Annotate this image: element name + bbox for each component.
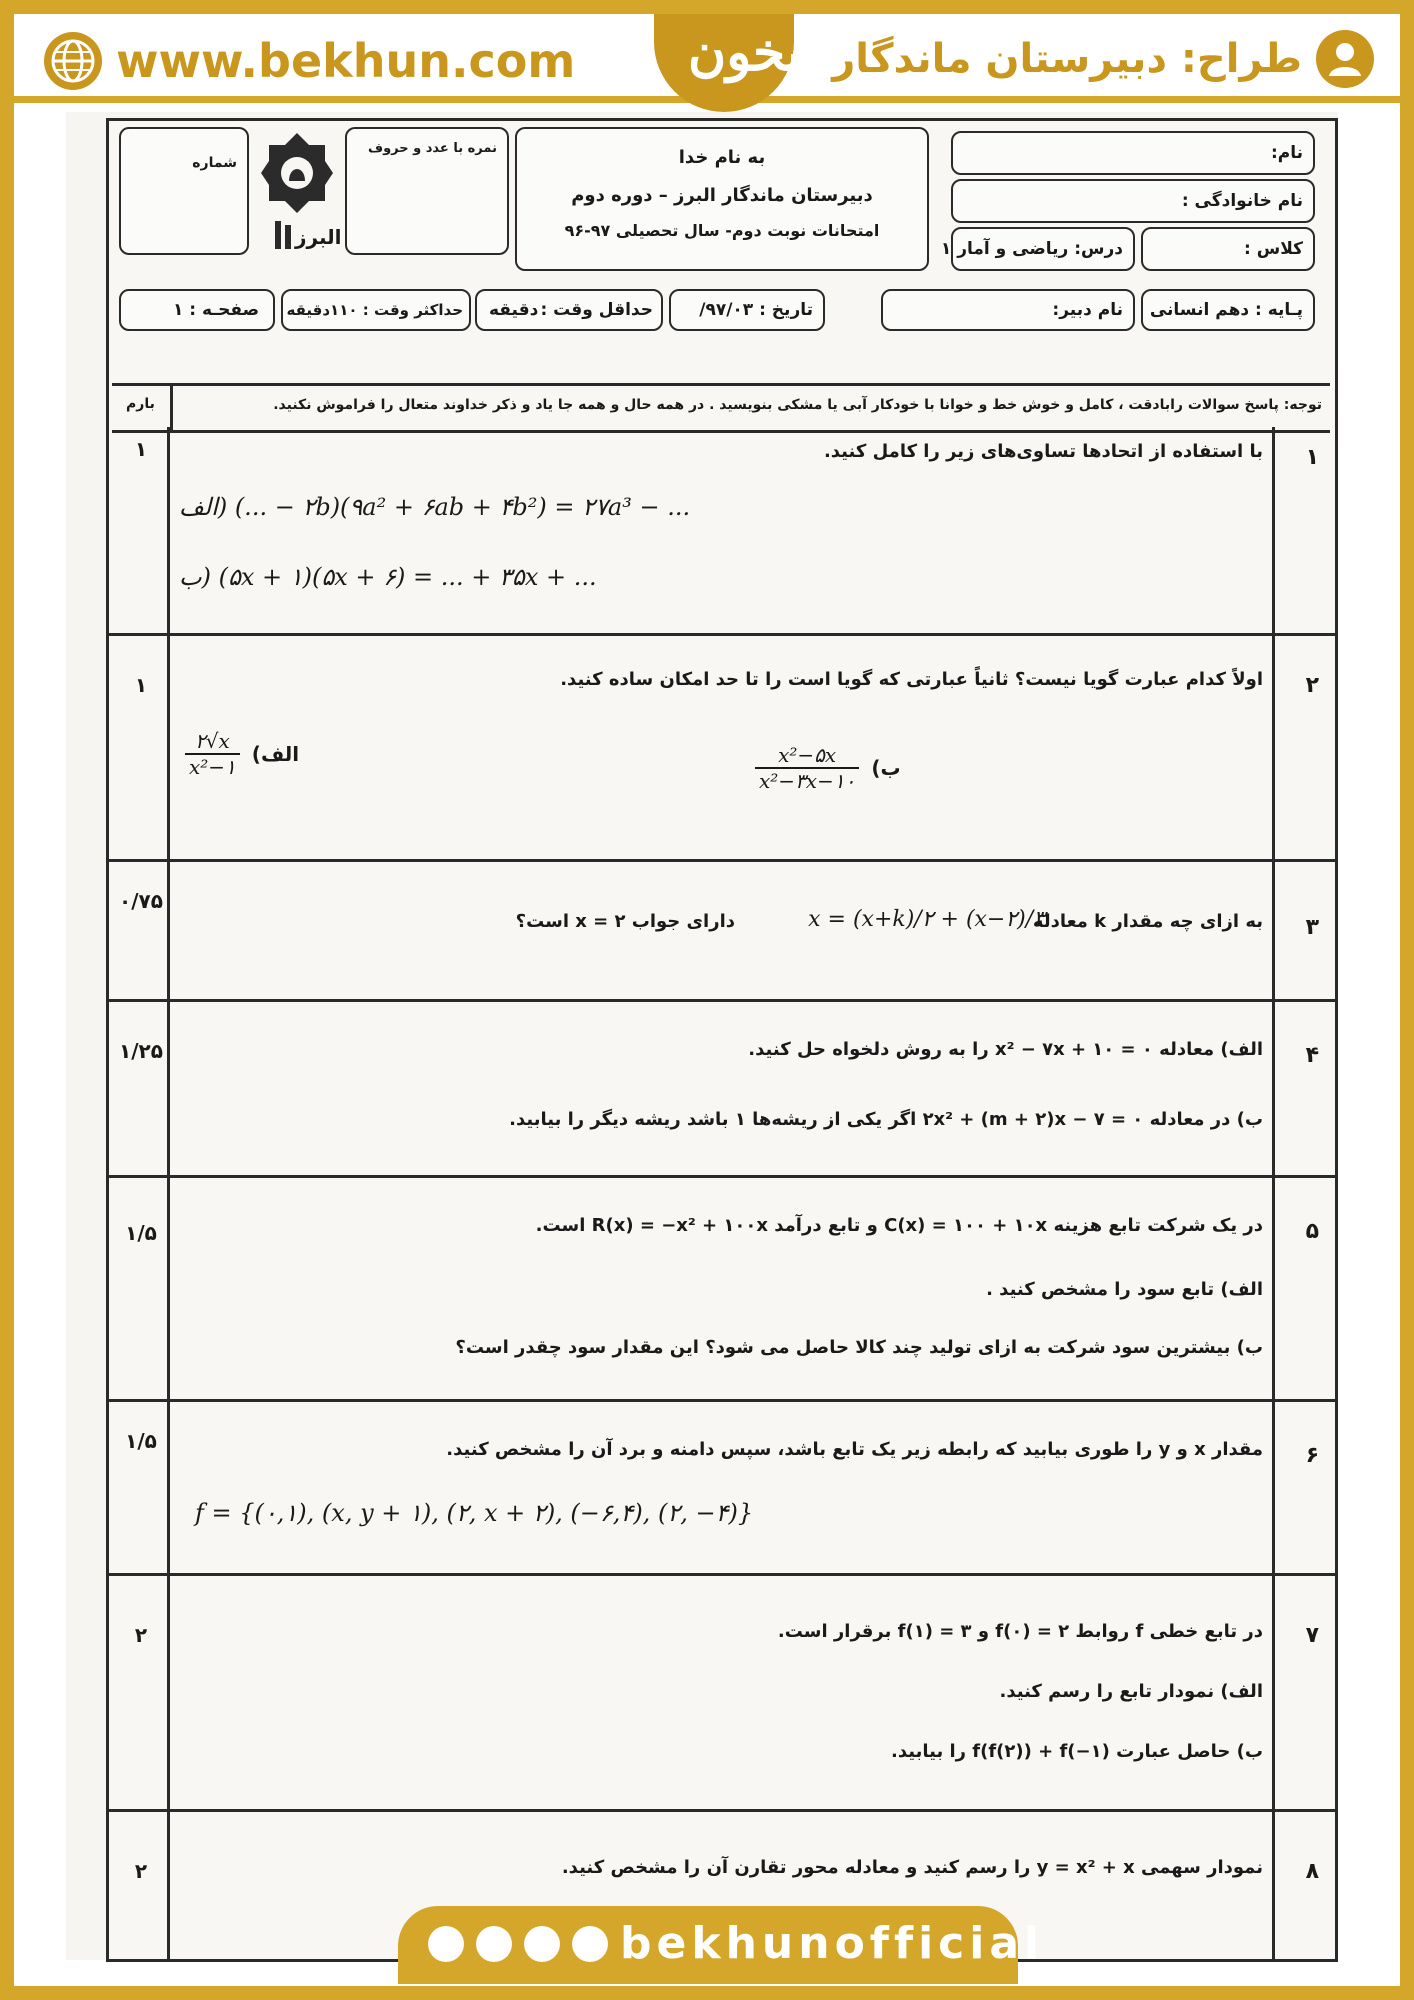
grade-level-box	[1141, 289, 1315, 331]
page-box	[119, 289, 275, 331]
function-set: f = {(۰,۱), (x, y + ۱), (۲, x + ۲), (−۶,۴), (۲, −۴)}	[195, 1499, 754, 1527]
part-b-label: ب)	[871, 756, 901, 780]
question-score: ۱	[134, 673, 148, 697]
youtube-icon[interactable]	[476, 1926, 512, 1962]
question-score: ۱/۵	[125, 1221, 157, 1245]
minute-label: دقیقه	[489, 300, 539, 320]
grade-box	[345, 127, 509, 255]
globe-icon	[44, 32, 102, 90]
max-time-label: حداکثر وقت : ۱۱۰دقیقه	[286, 301, 463, 319]
title-box	[515, 127, 929, 271]
part-a: الف) (... − ۲b)(۹a² + ۶ab + ۴b²) = ۲۷a³ − ...	[179, 493, 691, 521]
teacher-label: نام دبیر:	[1052, 300, 1123, 320]
equation: x = (x+k)/۲ + (x−۲)/۳	[808, 907, 1045, 932]
instagram-icon[interactable]	[572, 1926, 608, 1962]
question-number: ۴	[1305, 1043, 1319, 1068]
number-label: شماره	[192, 155, 237, 171]
page-number-label: صفحـه : ۱	[172, 300, 259, 320]
social-footer	[398, 1906, 1045, 1984]
number-box	[119, 127, 249, 255]
part-a: الف) نمودار تابع را رسم کنید.	[999, 1681, 1263, 1702]
exam-paper	[66, 112, 1338, 1960]
max-time-box	[281, 289, 471, 331]
date-label: تاریخ : ۹۷/۰۳/	[699, 300, 813, 320]
website-link[interactable]	[44, 32, 575, 90]
family-field[interactable]	[951, 179, 1315, 223]
numerator: x²−۵x	[755, 743, 859, 769]
user-icon	[1316, 30, 1374, 88]
question-2	[109, 633, 1335, 862]
part-a	[179, 729, 299, 779]
name-field[interactable]	[951, 131, 1315, 175]
question-3	[109, 859, 1335, 1002]
question-score: ۲	[134, 1623, 148, 1647]
question-text: نمودار سهمی y = x² + x را رسم کنید و معادله محور تقارن آن را مشخص کنید.	[561, 1857, 1263, 1878]
telegram-icon[interactable]	[524, 1926, 560, 1962]
question-score: ۱/۲۵	[119, 1039, 163, 1063]
question-text: مقدار x و y را طوری بیابید که رابطه زیر یک تابع باشد، سپس دامنه و برد آن را مشخص کنید.	[446, 1439, 1263, 1460]
question-score: ۱/۵	[125, 1429, 157, 1453]
question-text: در یک شرکت تابع هزینه C(x) = ۱۰۰ + ۱۰x و تابع درآمد R(x) = −x² + ۱۰۰x است.	[535, 1215, 1263, 1236]
grade-level-label: پـایه : دهم انسانی	[1149, 300, 1303, 320]
question-score: ۰/۷۵	[119, 889, 163, 913]
instructions-note	[112, 383, 1330, 433]
class-label: کلاس :	[1244, 239, 1303, 259]
subject-label: درس: ریاضی و آمار ۱	[940, 239, 1123, 259]
logo-text: البرز	[295, 225, 342, 249]
question-text: با استفاده از اتحادها تساوی‌های زیر را کامل کنید.	[823, 441, 1263, 462]
part-b: ب) حاصل عبارت f(f(۲)) + f(−۱) را بیابید.	[891, 1741, 1263, 1762]
social-handle[interactable]: bekhunofficial	[620, 1918, 1045, 1969]
question-number: ۵	[1305, 1219, 1319, 1244]
date-box	[669, 289, 825, 331]
school-name: دبیرستان ماندگار البرز – دوره دوم	[571, 185, 873, 206]
social-icons	[428, 1926, 608, 1962]
question-text-end: دارای جواب x = ۲ است؟	[515, 911, 735, 932]
fraction-b	[755, 743, 859, 793]
name-label: نام:	[1270, 143, 1303, 163]
question-score: ۱	[134, 437, 148, 461]
numerator: ۲√x	[185, 729, 240, 755]
aparat-icon[interactable]	[428, 1926, 464, 1962]
designer-info	[832, 30, 1374, 88]
exam-title: امتحانات نوبت دوم- سال تحصیلی ۹۷-۹۶	[564, 221, 880, 240]
bismillah-text: به نام خدا	[678, 147, 766, 168]
question-number: ۷	[1305, 1623, 1319, 1648]
question-text: به ازای چه مقدار k معادله	[1032, 911, 1263, 932]
min-time-box	[475, 289, 663, 331]
denominator: x²−۳x−۱۰	[759, 769, 856, 793]
question-number: ۸	[1305, 1859, 1319, 1884]
question-1	[109, 427, 1335, 636]
grade-box-label: نمره با عدد و حروف	[367, 141, 497, 156]
top-banner	[14, 14, 1400, 103]
exam-sheet	[106, 118, 1338, 1962]
part-b: ب) (۵x + ۱)(۵x + ۶) = ... + ۳۵x + ...	[179, 563, 597, 591]
barem-header: بارم	[126, 396, 155, 412]
family-label: نام خانوادگی :	[1181, 191, 1303, 211]
subject-box	[940, 227, 1135, 271]
question-7	[109, 1573, 1335, 1812]
instructions-text: توجه: پاسخ سوالات رابادقت ، کامل و خوش خط و خوانا با خودکار آبی یا مشکی بنویسید . در همه حال و همه جا یاد و ذکر خداوند متعال را فراموش نکنید.	[273, 397, 1322, 413]
fraction-a	[185, 729, 240, 779]
website-text: www.bekhun.com	[116, 34, 576, 88]
denominator: x²−۱	[189, 755, 236, 779]
part-a: الف) تابع سود را مشخص کنید .	[986, 1279, 1263, 1300]
part-a-label: الف)	[251, 742, 300, 766]
part-b: ب) در معادله ۲x² + (m + ۲)x − ۷ = ۰ اگر یکی از ریشه‌ها ۱ باشد ریشه دیگر را بیابید.	[509, 1109, 1263, 1130]
question-6	[109, 1399, 1335, 1576]
brand-badge	[654, 14, 802, 112]
question-number: ۳	[1305, 915, 1319, 940]
min-time-label: حداقل وقت :	[540, 300, 653, 320]
question-number: ۶	[1305, 1443, 1319, 1468]
part-a: الف) معادله x² − ۷x + ۱۰ = ۰ را به روش دلخواه حل کنید.	[748, 1039, 1263, 1060]
brand-logo-text: بخون	[688, 22, 802, 83]
column-divider	[170, 386, 173, 430]
teacher-field[interactable]	[881, 289, 1135, 331]
question-4	[109, 999, 1335, 1178]
question-number: ۱	[1305, 445, 1319, 470]
part-b: ب) بیشترین سود شرکت به ازای تولید چند کالا حاصل می شود؟ این مقدار سود چقدر است؟	[455, 1337, 1263, 1358]
question-5	[109, 1175, 1335, 1402]
question-score: ۲	[134, 1859, 148, 1883]
school-logo	[257, 129, 342, 253]
class-field[interactable]	[1141, 227, 1315, 271]
question-text: اولاً کدام عبارت گویا نیست؟ ثانیاً عبارتی که گویا است را تا حد امکان ساده کنید.	[560, 669, 1263, 690]
designer-text: طراح: دبیرستان ماندگار	[832, 36, 1302, 82]
question-text: در تابع خطی f روابط f(۰) = ۲ و f(۱) = ۳ برقرار است.	[777, 1621, 1263, 1642]
question-number: ۲	[1305, 673, 1319, 698]
part-b	[749, 743, 901, 793]
